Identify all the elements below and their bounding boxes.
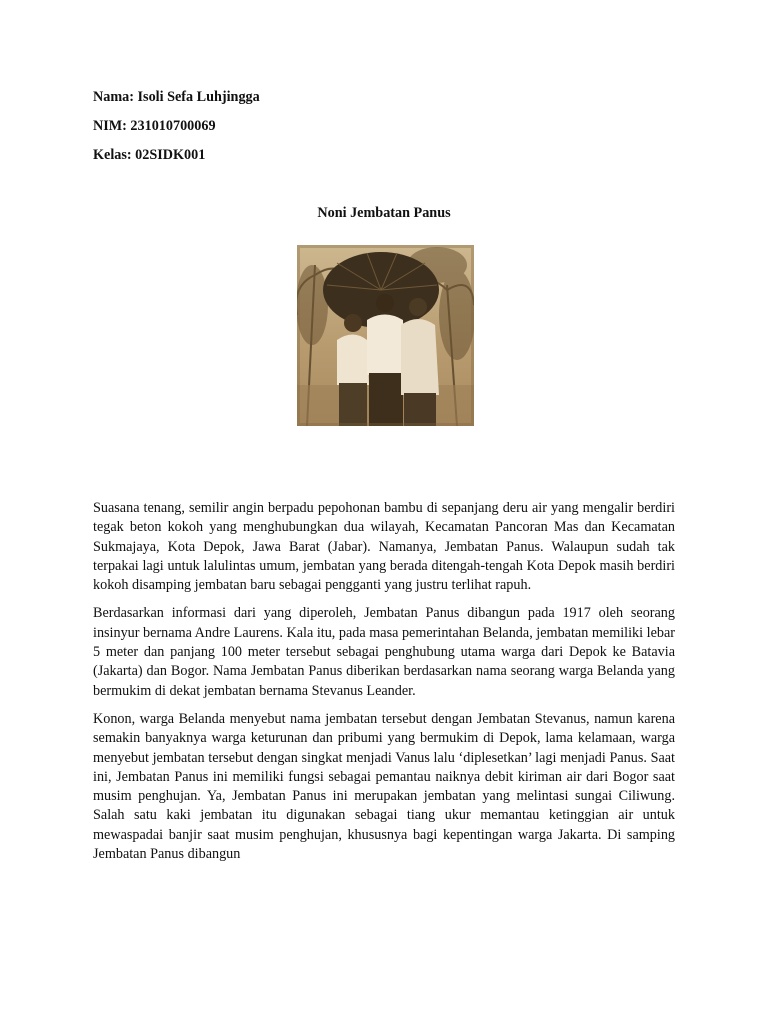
article-body <box>93 499 675 873</box>
paragraph-1: Suasana tenang, semilir angin berpadu pepohonan bambu di sepanjang deru air yang mengalir berdiri tegak beton kokoh yang menghubungkan dua wilayah, Kecamatan Pancoran Mas dan Kecamatan Sukmajaya, Kota Depok, Jawa Barat (Jabar). Namanya, Jembatan Panus. Walaupun sudah tak terpakai lagi untuk lalulintas umum, jembatan yang berada ditengah-tengah Kota Depok masih berdiri kokoh disamping jembatan baru sebagai pengganti yang justru terlihat rapuh. <box>93 500 675 594</box>
paragraph-3: Konon, warga Belanda menyebut nama jembatan tersebut dengan Jembatan Stevanus, namun karena semakin banyaknya warga keturunan dan pribumi yang bermukim di Depok, lama kelamaan, warga menyebut jembatan tersebut dengan singkat menjadi Vanus lalu ‘diplesetkan’ lagi menjadi Panus. Saat ini, Jembatan Panus ini memiliki fungsi sebagai pemantau naiknya debit kiriman air dari Bogor saat musim penghujan. Ya, Jembatan Panus ini merupakan jembatan yang melintasi sungai Ciliwung. Salah satu kaki jembatan itu digunakan sebagai tiang ukur memantau ketinggian air untuk mewaspadai banjir saat musim penghujan, khususnya bagi kepentingan warga Jakarta. Di samping Jembatan Panus dibangun <box>93 710 675 863</box>
student-class: Kelas: 02SIDK001 <box>93 147 206 163</box>
student-nim: NIM: 231010700069 <box>93 118 216 134</box>
paragraph-2: Berdasarkan informasi dari yang diperoleh, Jembatan Panus dibangun pada 1917 oleh seorang insinyur bernama Andre Laurens. Kala itu, pada masa pemerintahan Belanda, jembatan memiliki lebar 5 meter dan panjang 100 meter tersebut sebagai penghubung utama warga dari Depok ke Batavia (Jakarta) dan Bogor. Nama Jembatan Panus diberikan berdasarkan nama seorang warga Belanda yang bermukim di dekat jembatan bernama Stevanus Leander. <box>93 605 675 699</box>
document-title: Noni Jembatan Panus <box>317 205 451 221</box>
student-name: Nama: Isoli Sefa Luhjingga <box>93 89 260 105</box>
historical-photo <box>297 245 474 426</box>
